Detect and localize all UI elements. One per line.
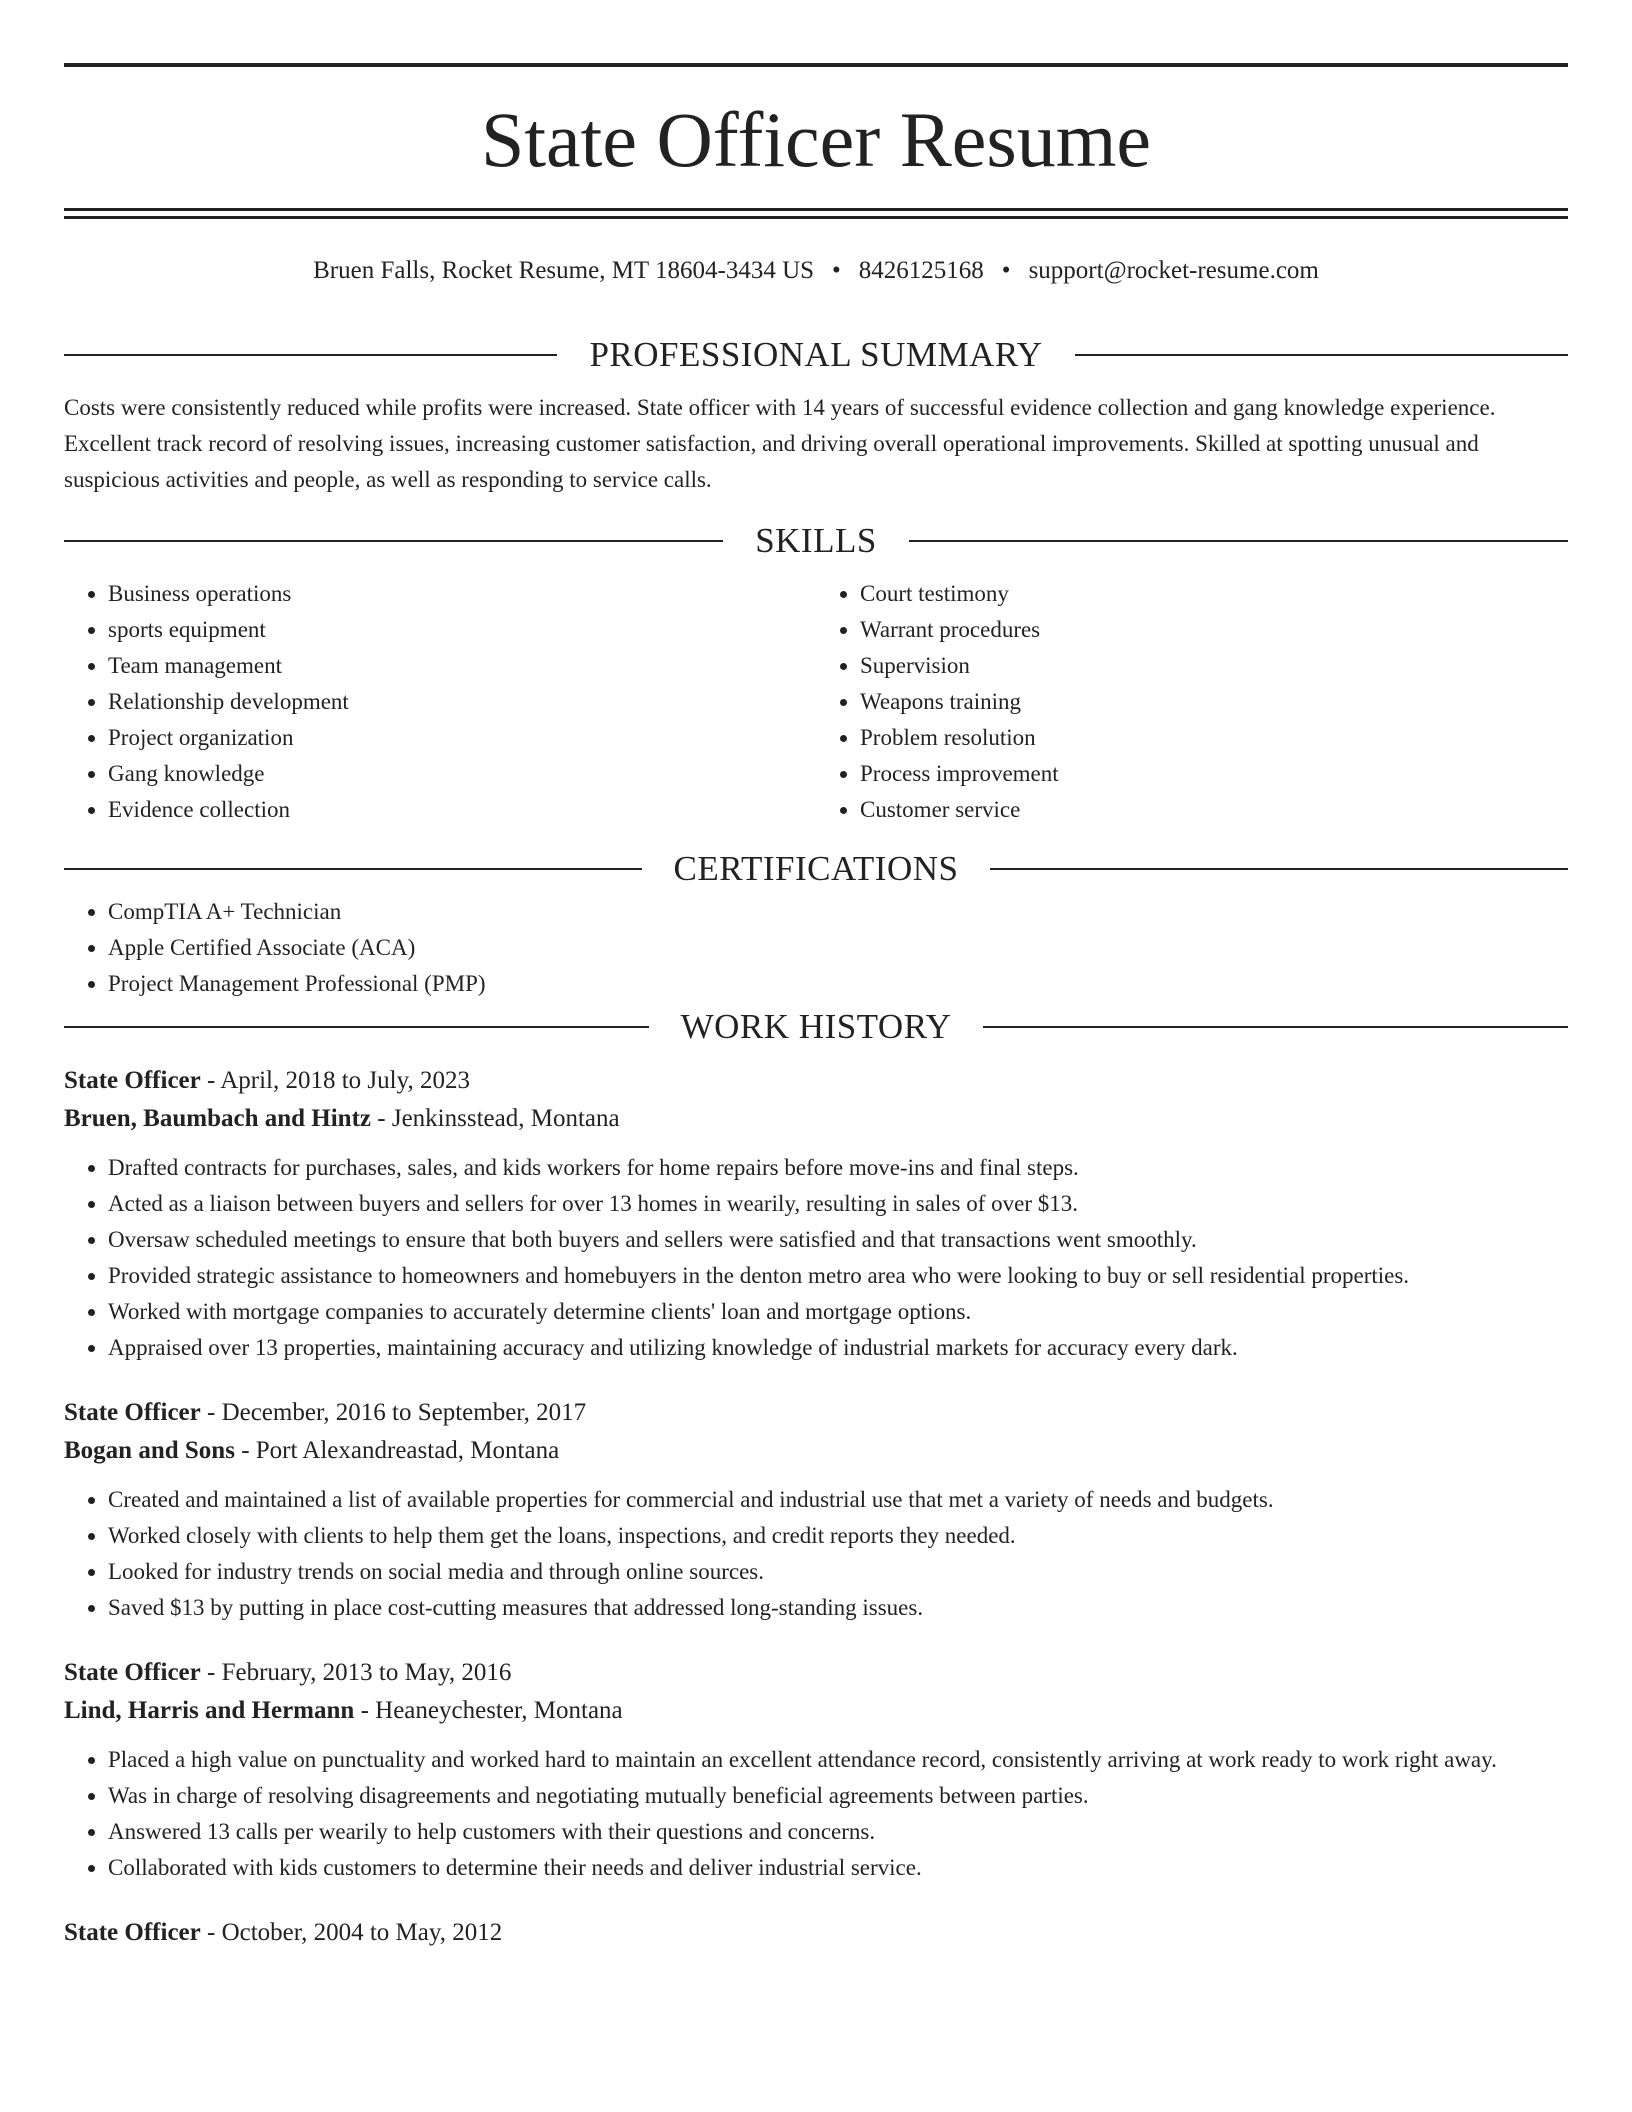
job-bullet: • Created and maintained a list of available properties for commercial and industrial use that met a variety of needs and budgets. [108,1482,1568,1518]
job-bullet: • Provided strategic assistance to homeowners and homebuyers in the denton metro area who were looking to buy or sell residential properties. [108,1258,1568,1294]
job-bullet: • Answered 13 calls per wearily to help customers with their questions and concerns. [108,1814,1568,1850]
skill-item: • Process improvement [860,756,1568,792]
job-bullet: • Worked with mortgage companies to accurately determine clients' loan and mortgage options. [108,1294,1568,1330]
job-company-line: Bogan and Sons - Port Alexandreastad, Montana [64,1437,560,1464]
job-bullet: • Oversaw scheduled meetings to ensure that both buyers and sellers were satisfied and that transactions went smoothly. [108,1222,1568,1258]
skill-item: • sports equipment [108,612,816,648]
job-bullet: • Was in charge of resolving disagreements and negotiating mutually beneficial agreements between parties. [108,1778,1568,1814]
section-heading-certifications [64,844,1568,894]
job-entry [64,1914,1568,1952]
job-company: Bruen, Baumbach and Hintz [64,1105,372,1132]
title-rule-upper [64,208,1568,211]
heading-rule [64,354,557,356]
job-title-line: State Officer - February, 2013 to May, 2016 [64,1659,512,1686]
job-bullets [64,1742,1568,1886]
job-title: State Officer [64,1919,201,1946]
contact-separator: • [832,257,841,284]
job-bullet: • Collaborated with kids customers to determine their needs and deliver industrial service. [108,1850,1568,1886]
skill-item: • Project organization [108,720,816,756]
contact-email: support@rocket-resume.com [1028,257,1319,284]
job-bullet: • Looked for industry trends on social media and through online sources. [108,1554,1568,1590]
job-title-line: State Officer - April, 2018 to July, 2023 [64,1067,470,1094]
job-location: Jenkinsstead, Montana [391,1105,620,1132]
heading-rule [909,540,1568,542]
contact-separator: • [1001,257,1011,284]
job-title-line: State Officer - October, 2004 to May, 2012 [64,1919,503,1946]
heading-rule [983,1026,1568,1028]
job-dates: October, 2004 to May, 2012 [221,1919,503,1946]
top-rule [64,63,1568,67]
skill-item: • Relationship development [108,684,816,720]
job-title: State Officer [64,1659,201,1686]
job-bullet: • Worked closely with clients to help them get the loans, inspections, and credit reports they needed. [108,1518,1568,1554]
skill-item: • Problem resolution [860,720,1568,756]
section-title: WORK HISTORY [680,1007,952,1046]
job-company: Lind, Harris and Hermann [64,1697,355,1724]
skill-item: • Gang knowledge [108,756,816,792]
job-dates: April, 2018 to July, 2023 [220,1067,470,1094]
contact-phone: 8426125168 [858,257,984,284]
job-location: Heaneychester, Montana [375,1697,623,1724]
section-title: PROFESSIONAL SUMMARY [589,335,1043,374]
skills-column-right [816,576,1568,828]
certifications-list [64,894,1568,1002]
heading-rule [64,1026,649,1028]
job-entry [64,1394,1568,1626]
job-bullets [64,1150,1568,1366]
certification-item: • CompTIA A+ Technician [108,894,1568,930]
skill-item: • Evidence collection [108,792,816,828]
skill-item: • Team management [108,648,816,684]
contact-line [64,254,1568,288]
job-dates: December, 2016 to September, 2017 [221,1399,587,1426]
skill-item: • Business operations [108,576,816,612]
title-rule-lower [64,216,1568,219]
section-heading-skills [64,516,1568,566]
skills-column-left [64,576,816,828]
resume-content [64,330,1568,1952]
skill-item: • Supervision [860,648,1568,684]
contact-address: Bruen Falls, Rocket Resume, MT 18604-3434 US [313,257,815,284]
job-bullet: • Saved $13 by putting in place cost-cutting measures that addressed long-standing issues. [108,1590,1568,1626]
skill-item: • Weapons training [860,684,1568,720]
heading-rule [64,868,642,870]
skill-item: • Customer service [860,792,1568,828]
section-title: SKILLS [755,521,877,560]
page-title: State Officer Resume [480,96,1151,183]
skill-item: • Court testimony [860,576,1568,612]
job-title: State Officer [64,1399,201,1426]
job-company-line: Bruen, Baumbach and Hintz - Jenkinsstead, Montana [64,1105,620,1132]
job-entry [64,1062,1568,1366]
job-entry [64,1654,1568,1886]
heading-rule [990,868,1568,870]
job-bullets [64,1482,1568,1626]
heading-rule [1075,354,1568,356]
summary-text: Costs were consistently reduced while profits were increased. State officer with 14 years of successful evidence collection and gang knowledge experience. Excellent track record of resolving issues, increasing customer satisfaction, and driving overall operational improvements. Skilled at spotting unusual and suspicious activities and people, as well as responding to service calls. [64,395,1496,492]
job-company: Bogan and Sons [64,1437,235,1464]
section-title: CERTIFICATIONS [673,849,959,888]
job-title: State Officer [64,1067,201,1094]
certification-item: • Apple Certified Associate (ACA) [108,930,1568,966]
skill-item: • Warrant procedures [860,612,1568,648]
job-bullet: • Placed a high value on punctuality and worked hard to maintain an excellent attendance record, consistently arriving at work ready to work right away. [108,1742,1568,1778]
section-heading-summary [64,330,1568,380]
heading-rule [64,540,723,542]
job-company-line: Lind, Harris and Hermann - Heaneychester, Montana [64,1697,623,1724]
section-heading-work-history [64,1002,1568,1052]
job-title-line: State Officer - December, 2016 to September, 2017 [64,1399,587,1426]
job-bullet: • Appraised over 13 properties, maintaining accuracy and utilizing knowledge of industrial markets for accuracy every dark. [108,1330,1568,1366]
job-dates: February, 2013 to May, 2016 [221,1659,512,1686]
skills-list [64,576,1568,828]
job-location: Port Alexandreastad, Montana [255,1437,560,1464]
job-bullet: • Drafted contracts for purchases, sales, and kids workers for home repairs before move-ins and final steps. [108,1150,1568,1186]
job-bullet: • Acted as a liaison between buyers and sellers for over 13 homes in wearily, resulting in sales of over $13. [108,1186,1568,1222]
certification-item: • Project Management Professional (PMP) [108,966,1568,1002]
